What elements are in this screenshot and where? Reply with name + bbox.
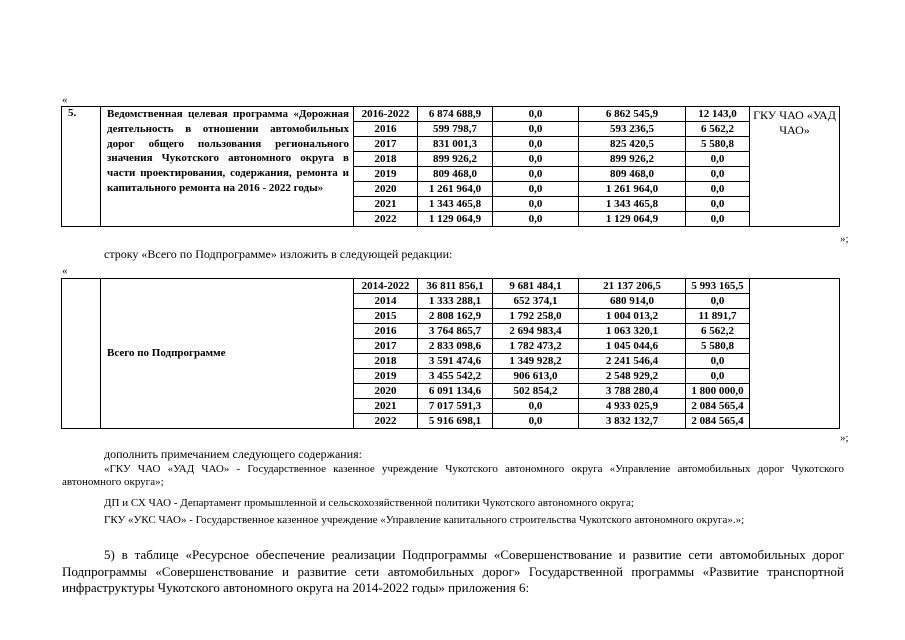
federal-cell: 0,0: [493, 182, 579, 197]
year-cell: 2019: [354, 167, 418, 182]
federal-cell: 0,0: [493, 167, 579, 182]
year-cell: 2015: [354, 309, 418, 324]
year-cell: 2018: [354, 354, 418, 369]
other-cell: 2 084 565,4: [686, 399, 750, 414]
table-row: [62, 107, 840, 122]
other-cell: 6 562,2: [686, 122, 750, 137]
regional-cell: 2 548 929,2: [579, 369, 686, 384]
note-uks: ГКУ «УКС ЧАО» - Государственное казенное учреждение «Управление капитального строительства Чукотского автономного округа».»;: [104, 514, 745, 526]
year-cell: 2018: [354, 152, 418, 167]
total-cell: 6 091 134,6: [418, 384, 493, 399]
regional-cell: 1 261 964,0: [579, 182, 686, 197]
other-cell: 11 891,7: [686, 309, 750, 324]
other-cell: 0,0: [686, 167, 750, 182]
federal-cell: 1 349 928,2: [493, 354, 579, 369]
row-index-empty: [62, 279, 101, 429]
table-row: [62, 279, 840, 294]
federal-cell: 0,0: [493, 107, 579, 122]
regional-cell: 1 045 044,6: [579, 339, 686, 354]
total-cell: 3 591 474,6: [418, 354, 493, 369]
federal-cell: 0,0: [493, 399, 579, 414]
other-cell: 0,0: [686, 182, 750, 197]
regional-cell: 3 832 132,7: [579, 414, 686, 429]
other-cell: 6 562,2: [686, 324, 750, 339]
executor: ГКУ ЧАО «УАД ЧАО»: [750, 107, 840, 227]
regional-cell: 3 788 280,4: [579, 384, 686, 399]
regional-cell: 899 926,2: [579, 152, 686, 167]
other-cell: 1 800 000,0: [686, 384, 750, 399]
regional-cell: 2 241 546,4: [579, 354, 686, 369]
other-cell: 0,0: [686, 294, 750, 309]
federal-cell: 0,0: [493, 122, 579, 137]
federal-cell: 0,0: [493, 197, 579, 212]
federal-cell: 652 374,1: [493, 294, 579, 309]
regional-cell: 1 063 320,1: [579, 324, 686, 339]
federal-cell: 1 792 258,0: [493, 309, 579, 324]
total-cell: 6 874 688,9: [418, 107, 493, 122]
regional-cell: 809 468,0: [579, 167, 686, 182]
year-cell: 2017: [354, 137, 418, 152]
year-cell: 2021: [354, 197, 418, 212]
total-cell: 899 926,2: [418, 152, 493, 167]
other-cell: 0,0: [686, 152, 750, 167]
regional-cell: 4 933 025,9: [579, 399, 686, 414]
other-cell: 0,0: [686, 197, 750, 212]
year-cell: 2014-2022: [354, 279, 418, 294]
total-cell: 1 129 064,9: [418, 212, 493, 227]
close-quote-1: »;: [840, 233, 849, 245]
federal-cell: 0,0: [493, 414, 579, 429]
other-cell: 0,0: [686, 354, 750, 369]
close-quote-2: »;: [840, 432, 849, 444]
total-cell: 831 001,3: [418, 137, 493, 152]
federal-cell: 0,0: [493, 137, 579, 152]
paragraph-5: 5) в таблице «Ресурсное обеспечение реализации Подпрограммы «Совершенствование и развитие сети автомобильных дорог Подпрограммы «Совершенствование и развитие сети автомобильных дорог» Государственной программы «Развитие транспортной инфраструктуры Чукотского автономного округа на 2014-2022 годы» приложения 6:: [62, 547, 844, 595]
regional-cell: 1 343 465,8: [579, 197, 686, 212]
year-cell: 2016: [354, 324, 418, 339]
paragraph-note-instruction: дополнить примечанием следующего содержания:: [104, 447, 362, 461]
open-quote-1: «: [62, 94, 68, 106]
total-cell: 2 833 098,6: [418, 339, 493, 354]
paragraph-row-instruction: строку «Всего по Подпрограмме» изложить в следующей редакции:: [104, 247, 453, 261]
year-cell: 2022: [354, 212, 418, 227]
regional-cell: 1 004 013,2: [579, 309, 686, 324]
program-table: [61, 106, 840, 227]
federal-cell: 0,0: [493, 152, 579, 167]
regional-cell: 825 420,5: [579, 137, 686, 152]
total-cell: 809 468,0: [418, 167, 493, 182]
year-cell: 2017: [354, 339, 418, 354]
note-uad: «ГКУ ЧАО «УАД ЧАО» - Государственное казенное учреждение Чукотского автономного округа «Управление автомобильных дорог Чукотского автономного округа»;: [62, 463, 844, 488]
subprogram-label: Всего по Подпрограмме: [101, 279, 354, 429]
total-cell: 2 808 162,9: [418, 309, 493, 324]
open-quote-2: «: [62, 265, 68, 277]
regional-cell: 1 129 064,9: [579, 212, 686, 227]
year-cell: 2020: [354, 182, 418, 197]
total-cell: 3 455 542,2: [418, 369, 493, 384]
federal-cell: 2 694 983,4: [493, 324, 579, 339]
regional-cell: 593 236,5: [579, 122, 686, 137]
note-dpsh: ДП и СХ ЧАО - Департамент промышленной и сельскохозяйственной политики Чукотского автономного округа;: [104, 497, 634, 509]
year-cell: 2016: [354, 122, 418, 137]
year-cell: 2019: [354, 369, 418, 384]
year-cell: 2021: [354, 399, 418, 414]
subprogram-total-table: [61, 278, 840, 429]
other-cell: 0,0: [686, 212, 750, 227]
year-cell: 2014: [354, 294, 418, 309]
total-cell: 5 916 698,1: [418, 414, 493, 429]
federal-cell: 1 782 473,2: [493, 339, 579, 354]
other-cell: 2 084 565,4: [686, 414, 750, 429]
total-cell: 599 798,7: [418, 122, 493, 137]
total-cell: 1 261 964,0: [418, 182, 493, 197]
regional-cell: 6 862 545,9: [579, 107, 686, 122]
program-description: Ведомственная целевая программа «Дорожная деятельность в отношении автомобильных дорог общего пользования регионального значения Чукотского автономного округа в части проектирования, содержания, ремонта и капитального ремонта на 2016 - 2022 годы»: [101, 107, 354, 227]
total-cell: 1 333 288,1: [418, 294, 493, 309]
total-cell: 7 017 591,3: [418, 399, 493, 414]
other-cell: 5 993 165,5: [686, 279, 750, 294]
federal-cell: 906 613,0: [493, 369, 579, 384]
federal-cell: 502 854,2: [493, 384, 579, 399]
year-cell: 2016-2022: [354, 107, 418, 122]
row-index: 5.: [62, 107, 101, 227]
other-cell: 0,0: [686, 369, 750, 384]
total-cell: 1 343 465,8: [418, 197, 493, 212]
executor-empty: [750, 279, 840, 429]
other-cell: 5 580,8: [686, 339, 750, 354]
federal-cell: 0,0: [493, 212, 579, 227]
regional-cell: 680 914,0: [579, 294, 686, 309]
total-cell: 36 811 856,1: [418, 279, 493, 294]
year-cell: 2020: [354, 384, 418, 399]
other-cell: 12 143,0: [686, 107, 750, 122]
other-cell: 5 580,8: [686, 137, 750, 152]
regional-cell: 21 137 206,5: [579, 279, 686, 294]
total-cell: 3 764 865,7: [418, 324, 493, 339]
federal-cell: 9 681 484,1: [493, 279, 579, 294]
year-cell: 2022: [354, 414, 418, 429]
